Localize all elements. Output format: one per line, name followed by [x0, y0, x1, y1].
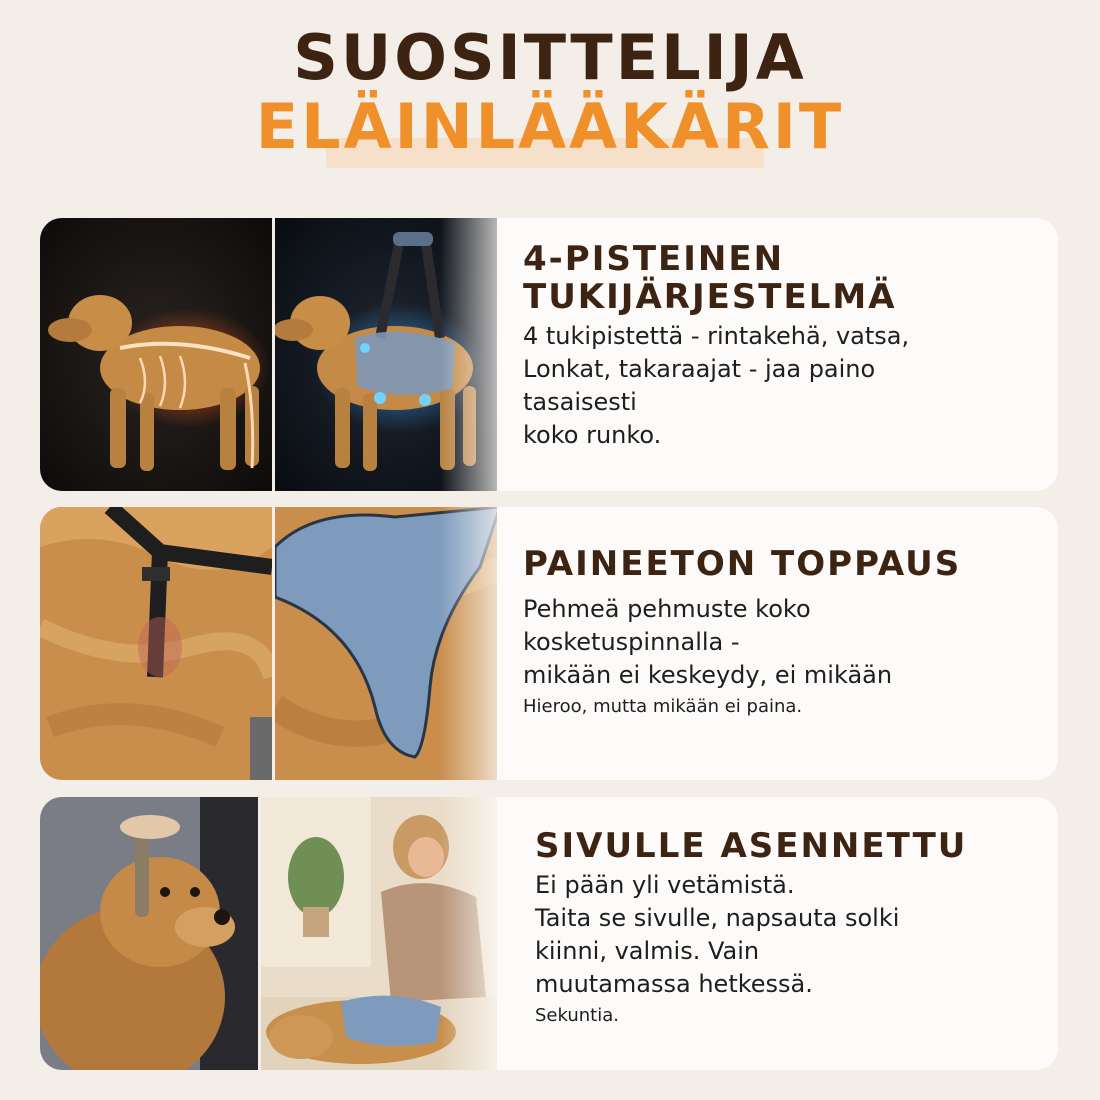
feature-body-line: muutamassa hetkessä.: [535, 970, 813, 998]
feature-small-line: Hieroo, mutta mikään ei paina.: [523, 696, 803, 717]
feature-body-line: Taita se sivulle, napsauta solki: [535, 904, 900, 932]
dog-portrait-photo: [40, 797, 258, 1070]
photo-fade: [440, 218, 520, 491]
dog-fur-strap-photo: [40, 507, 272, 780]
feature-heading: SIVULLE ASENNETTU: [535, 826, 968, 866]
feature-body-line: tasaisesti: [523, 388, 637, 416]
feature-body-line: Ei pään yli vetämistä.: [535, 871, 795, 899]
feature-body-line: Lonkat, takaraajat - jaa paino: [523, 355, 876, 383]
feature-body-line: mikään ei keskeydy, ei mikään: [523, 661, 893, 689]
title-line-2: ELÄINLÄÄKÄRIT: [255, 90, 845, 163]
title-line-1: SUOSITTELIJA: [293, 21, 807, 94]
feature-card-side-mount: [40, 797, 1058, 1070]
page-title: [0, 21, 1100, 163]
feature-photos: [40, 507, 500, 780]
feature-body-line: Pehmeä pehmuste koko: [523, 595, 811, 623]
feature-text: [523, 240, 1043, 452]
feature-small-line: Sekuntia.: [535, 1005, 619, 1026]
feature-heading: 4-PISTEINEN: [523, 239, 785, 279]
feature-text: [535, 827, 1055, 1031]
feature-body-line: 4 tukipistettä - rintakehä, vatsa,: [523, 322, 910, 350]
feature-card-support-system: [40, 218, 1058, 491]
feature-body-line: koko runko.: [523, 421, 662, 449]
feature-text: [523, 545, 1043, 722]
feature-heading: TUKIJÄRJESTELMÄ: [523, 277, 897, 317]
feature-photos: [40, 218, 500, 491]
photo-fade: [440, 507, 520, 780]
feature-photos: [40, 797, 500, 1070]
feature-heading: PAINEETON TOPPAUS: [523, 544, 962, 584]
feature-body-line: kosketuspinnalla -: [523, 628, 740, 656]
feature-body-line: kiinni, valmis. Vain: [535, 937, 760, 965]
photo-fade: [440, 797, 520, 1070]
feature-card-padding: [40, 507, 1058, 780]
dog-xray-photo: [40, 218, 272, 491]
